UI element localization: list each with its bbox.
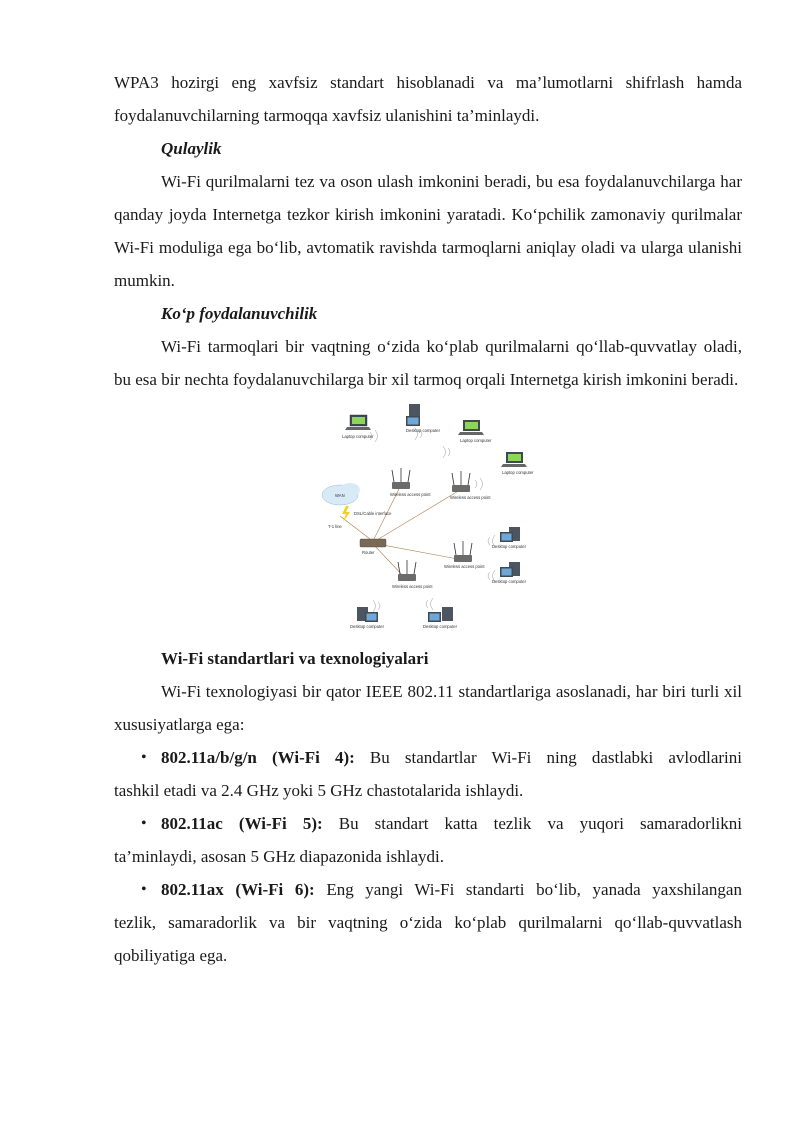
desktop-computer-icon bbox=[500, 527, 520, 542]
desktop-computer-icon bbox=[406, 404, 420, 426]
label-desktop-right-2: Desktop computer bbox=[492, 579, 526, 584]
standard-description: Bu standart katta tezlik va yuqori samaradorlikni bbox=[322, 814, 742, 833]
lightning-icon bbox=[342, 506, 350, 522]
label-desktop-top: Desktop computer bbox=[406, 428, 440, 433]
list-item bbox=[114, 741, 742, 807]
standard-term: 802.11ac (Wi-Fi 5): bbox=[161, 814, 323, 833]
laptop-icon bbox=[345, 415, 371, 430]
standard-description-cont: tezlik, samaradorlik va bir vaqtning o‘zida ko‘plab qurilmalarni qo‘llab-quvvatlash qobiliyatiga ega. bbox=[114, 913, 742, 965]
access-point-icon bbox=[398, 560, 416, 581]
paragraph-standards-intro: Wi-Fi texnologiyasi bir qator IEEE 802.11 standartlariga asoslanadi, har biri turli xil xususiyatlarga ega: bbox=[114, 682, 742, 734]
laptop-icon bbox=[501, 452, 527, 467]
paragraph-kop-foydalanuvchilik: Wi-Fi tarmoqlari bir vaqtning o‘zida ko‘plab qurilmalarni qo‘llab-quvvatlay oladi, bu esa bir nechta foydalanuvchilarga bir xil tarmoq orqali Internetga kirish imkonini beradi. bbox=[114, 337, 742, 389]
label-ap-right-upper: Wireless access point bbox=[450, 495, 491, 500]
access-point-icon bbox=[452, 471, 470, 492]
document-page bbox=[114, 66, 742, 972]
label-ap-right-lower: Wireless access point bbox=[444, 564, 485, 569]
label-cloud: WAN bbox=[335, 493, 345, 498]
desktop-computer-icon bbox=[428, 607, 453, 622]
subheading-kop-foydalanuvchilik: Ko‘p foydalanuvchilik bbox=[161, 304, 318, 323]
list-item bbox=[114, 807, 742, 873]
label-ap-upper: Wireless access point bbox=[390, 492, 431, 497]
subheading-qulaylik: Qulaylik bbox=[161, 139, 222, 158]
standard-description: Bu standartlar Wi-Fi ning dastlabki avlodlarini bbox=[354, 748, 742, 767]
laptop-icon bbox=[458, 420, 484, 435]
standard-term: 802.11a/b/g/n (Wi-Fi 4): bbox=[161, 748, 355, 767]
label-line: T-1 line bbox=[328, 524, 342, 529]
paragraph-qulaylik: Wi-Fi qurilmalarni tez va oson ulash imkonini beradi, bu esa foydalanuvchilarga har qanday joyda Internetga tezkor kirish imkonini yaratadi. Ko‘pchilik zamonaviy qurilmalar Wi-Fi moduliga ega bo‘lib, avtomatik ravishda tarmoqlarni aniqlay oladi va ularga ulanishi mumkin. bbox=[114, 172, 742, 290]
paragraph-wpa3: WPA3 hozirgi eng xavfsiz standart hisoblanadi va ma’lumotlarni shifrlash hamda foydalanuvchilarning tarmoqqa xavfsiz ulanishini ta’minlaydi. bbox=[114, 73, 742, 125]
router-icon bbox=[360, 539, 386, 547]
access-point-icon bbox=[454, 541, 472, 562]
standard-description-cont: ta’minlaydi, asosan 5 GHz diapazonida ishlaydi. bbox=[114, 847, 444, 866]
standard-description: Eng yangi Wi-Fi standarti bo‘lib, yanada yaxshilangan bbox=[314, 880, 742, 899]
label-ap-bottom: Wireless access point bbox=[392, 584, 433, 589]
access-point-icon bbox=[392, 468, 410, 489]
standard-term: 802.11ax (Wi-Fi 6): bbox=[161, 880, 315, 899]
section-title-standards: Wi-Fi standartlari va texnologiyalari bbox=[161, 649, 429, 668]
desktop-computer-icon bbox=[500, 562, 520, 577]
bullet-icon: • bbox=[141, 815, 147, 832]
bullet-icon: • bbox=[141, 749, 147, 766]
label-desktop-right-1: Desktop computer bbox=[492, 544, 526, 549]
label-interface: DSL/Cable interface bbox=[354, 511, 392, 516]
label-desktop-bottom-2: Desktop computer bbox=[423, 624, 457, 629]
list-item bbox=[114, 873, 742, 972]
standard-description-cont: tashkil etadi va 2.4 GHz yoki 5 GHz chastotalarida ishlaydi. bbox=[114, 781, 524, 800]
label-router: Router bbox=[362, 550, 375, 555]
label-laptop-right: Laptop computer bbox=[502, 470, 534, 475]
bullet-icon: • bbox=[141, 881, 147, 898]
wifi-network-diagram bbox=[320, 402, 560, 642]
label-laptop-top-right: Laptop computer bbox=[460, 438, 492, 443]
label-laptop-top-left: Laptop computer bbox=[342, 434, 374, 439]
label-desktop-bottom-1: Desktop computer bbox=[350, 624, 384, 629]
